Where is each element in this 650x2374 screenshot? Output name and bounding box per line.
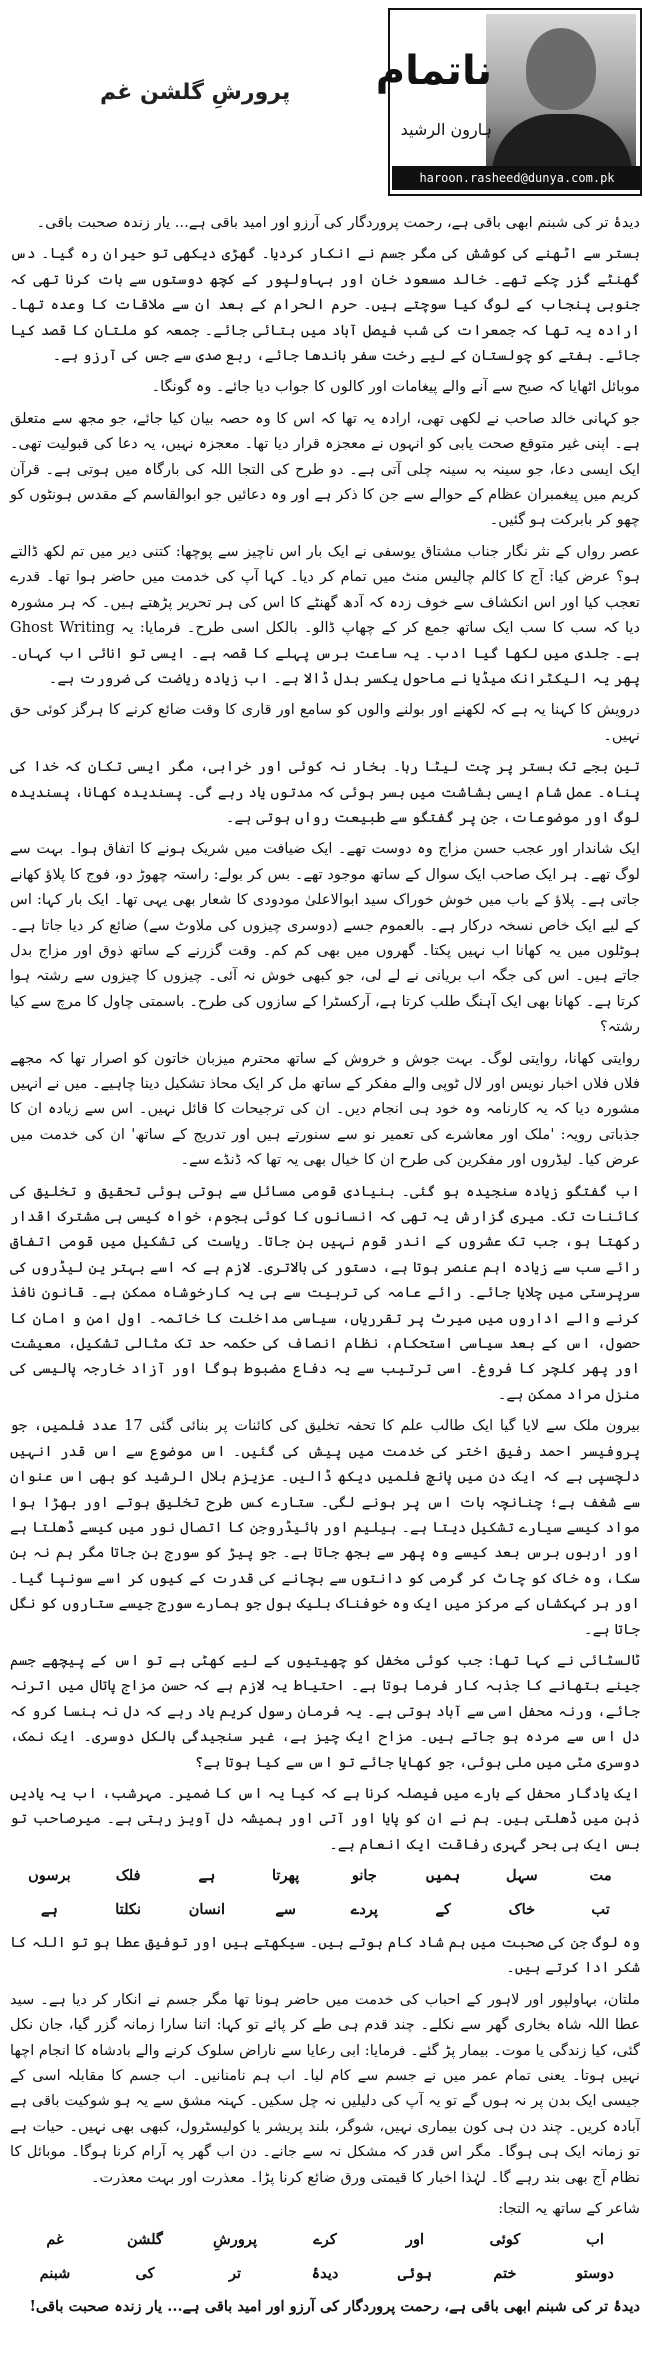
paragraph: موبائل اٹھایا کہ صبح سے آنے والے پیغامات اور کالوں کا جواب دیا جائے۔ وہ گونگا۔ (151, 378, 640, 396)
verse-word: کرے (313, 2231, 337, 2249)
verse-word: خاک (508, 1900, 536, 1918)
paragraph: دیدۂ تر کی شبنم ابھی باقی ہے، رحمت پروردگار کی آرزو اور امید باقی ہے... یار زندہ صحبت باقی۔ (36, 214, 640, 231)
article-title: پرورشِ گلشن غم (100, 80, 291, 105)
paragraph: ایک یادگار محفل کے بارے میں فیصلہ کرنا ہے کہ کیا یہ اس کا ضمیر۔ مہرشب، اب یہ یادیں ذہن میں ڈھلتی ہیں۔ ہم نے ان کو پایا اور آتی اور ہمیشہ دل آویز رہتی ہے۔ میرصاحب تو بس ایک ہی بحر گہری رفاقت ایک انعام ہے۔ (10, 1784, 640, 1853)
verse-word: کوئی (489, 2231, 521, 2249)
verse-word: ہے (198, 1867, 216, 1885)
paragraph: تین بجے تک بستر پر چت لیٹا رہا۔ بخار نہ کوئی اور خرابی، مگر ایسی تکان کہ خدا کی پناہ۔ عمل شام ایسی بشاشت میں بسر ہوئی کہ مدتوں یاد رہے گی۔ پسندیدہ کھانا، پسندیدہ لوگ اور موضوعات، جن پر گفتگو سے طبیعت رواں ہوتی ہے۔ (10, 758, 640, 826)
paragraph: بستر سے اٹھنے کی کوشش کی مگر جسم نے انکار کردیا۔ گھڑی دیکھی تو حیران رہ گیا۔ دس گھنٹے گزر چکے تھے۔ خالد مسعود خان اور بہاولپور کے کچھ دوستوں سے بات کرنا تھی کہ جنوبی پنجاب کے لوگ کیا سوچتے ہیں۔ حرم الحرام کے بعد ان سے ملاقات کا وعدہ تھا۔ ارادہ یہ تھا کہ جمعرات کی شب فیصل آباد میں بتائی جائے۔ جمعہ کو ملتان کا قصد کیا جائے۔ ہفتے کو چولستان کے لیے رخت سفر باندھا جائے، ربع صدی سے جس کی آرزو ہے۔ (10, 245, 640, 365)
article-body (10, 210, 640, 2326)
verse-line (10, 2261, 640, 2286)
closing-line: دیدۂ تر کی شبنم ابھی باقی ہے، رحمت پروردگار کی آرزو اور امید باقی ہے... یار زندہ صحبت باقی! (29, 2298, 640, 2316)
paragraph: وہ لوگ جن کی صحبت میں ہم شاد کام ہوتے ہیں۔ سیکھتے ہیں اور توفیق عطا ہو تو اللہ کا شکر ادا کرتے ہیں۔ (10, 1934, 640, 1977)
verse-line (10, 1897, 640, 1922)
verse-word: ہمیں (426, 1867, 461, 1885)
verse-word: پرورشِ (212, 2231, 258, 2249)
verse-word: انسان (188, 1900, 226, 1918)
paragraph: ٹالسٹائی نے کہا تھا: جب کوئی مخفل کو چھیتیوں کے لیے کھٹی ہے تو اس کے پیچھے جسم جینے بتھانے کا جذبہ کار فرما ہوتا ہے۔ احتیاط یہ لازم ہے کہ حسن مزاج پاتال میں اترنہ جائے، ورنہ محفل اسی سے آباد ہوتی ہے۔ یہ فرمان رسول کریم یاد رہے کہ دل نہ ہنسا کرو کہ دل اس سے مردہ ہو جاتے ہیں۔ مزاح ایک چیز ہے، غیر سنجیدگی بالکل دوسری۔ ایک نمک، دوسری مٹی میں ملی ہوئی، جو کھایا جائے تو اس سے کیا ہوتا ہے؟ (10, 1651, 640, 1771)
verse-word: سے (275, 1900, 297, 1918)
paragraph: بیرون ملک سے لایا گیا ایک طالب علم کا تحفہ تخلیق کی کائنات پر بنائی گئی 17 عدد فلمیں، جو پروفیسر احمد رفیق اختر کی خدمت میں پیش کی گئیں۔ اس موضوع سے اس قدر انہیں دلچسپی ہے کہ ایک دن میں پانچ فلمیں دیکھ ڈالیں۔ عزیزم بلال الرشید کو بھی اس عنوان سے شغف ہے؛ چنانچہ بات اس پر ہونے لگی۔ ستارے کس طرح تخلیق ہوتے اور بھڑا ہوا مواد کیسے سیارے تشکیل دیتا ہے۔ ہیلیم اور ہائیڈروجن کا اتصال نور میں کیسے ڈھلتا ہے اور اربوں برس بعد کیسے وہ پھر سے بجھ جاتا ہے۔ جو پیڑ کو سورج بن جاتا مگر ہم نہ بن سکا، وہ خاک کو چاٹ کر گرمی کو دانتوں سے بچانے کی قدرت کے کیوں کر اسے سونپا گیا۔ اور ہر کہکشاں کے مرکز میں ایک وہ خوفناک بلیک ہول جو ہمارے سورج جیسے ستاروں کو نگل جاتا ہے۔ (10, 1417, 640, 1638)
verse-word: اور (405, 2231, 425, 2249)
author-email: haroon.rasheed@dunya.com.pk (392, 166, 642, 190)
verse-word: برسوں (28, 1867, 71, 1885)
verse-word: کے (435, 1900, 451, 1918)
author-name: ہارون الرشید (400, 120, 492, 139)
verse-word: تر (228, 2264, 242, 2282)
verse-line (10, 2227, 640, 2252)
verse-word: ہوئی (397, 2264, 433, 2282)
paragraph: جو کہانی خالد صاحب نے لکھی تھی، ارادہ یہ تھا کہ اس کا وہ حصہ بیان کیا جائے، جو مجھ سے متعلق ہے۔ اپنی غیر متوقع صحت یابی کو انہوں نے معجزہ قرار دیا تھا۔ معجزہ نہیں، یہ دعا کی قبولیت تھی۔ ایک ایسی دعا، جو سینہ بہ سینہ چلی آتی ہے۔ دو طرح کی التجا اللہ کی بارگاہ میں ہوتی ہے۔ قرآن کریم میں پیغمبران عظام کے حوالے سے جن کا ذکر ہے اور وہ دعائیں جو ابوالقاسم کے مقدس ہونٹوں کو چھو کر بابرکت ہو گئیں۔ (10, 409, 640, 529)
verse-word: مت (589, 1867, 612, 1885)
verse-word: دوستو (576, 2264, 614, 2282)
verse-word: تب (591, 1900, 610, 1918)
verse-word: گلشن (127, 2231, 163, 2249)
verse-word: اب (586, 2231, 604, 2249)
verse-word: غم (46, 2231, 64, 2249)
paragraph: درویش کا کہنا یہ ہے کہ لکھنے اور بولنے والوں کو سامع اور قاری کا وقت ضائع کرنے کا ہرگز کوئی حق نہیں۔ (10, 701, 640, 744)
paragraph: ملتان، بہاولپور اور لاہور کے احباب کی خدمت میں حاضر ہونا تھا مگر جسم نے انکار کر دیا ہے۔ سید عطا اللہ شاہ بخاری گھر سے نکلے۔ چند قدم ہی طے کر پائے تو کہا: اتنا سارا زمانہ گزر گیا، جان نکل گئی، کیا زندگی یا موت۔ بیمار پڑ گئے۔ فرمایا: ابی رعایا سے ناراض سلوک کرنے والے بادشاہ کا انجام اچھا نہیں ہوتا۔ یعنی تمام عمر میں نے جسم سے کام لیا۔ اب ہم نامنانیں۔ اب جسم کا مقابلہ اسی کے جیسی ایک بدن پر نہ ہوں گے تو یہ آپ کی دلیلیں نہ چل سکیں۔ کہنہ مشق سے یہ ہو شوکیت باقی ہے آبادہ کریں۔ چند دن ہی کون بیماری نہیں، شوگر، بلند پریشر یا کولیسٹرول، کبھی بھی نہیں۔ حیات ہے تو زمانہ ایک ہی ہوگا۔ مگر اس قدر کہ مشکل نہ سے جانے۔ دن اب گھر پہ آرام کرنا ہوگا۔ موبائل کا نظام آج بھی بند رہے گا۔ لہٰذا اخبار کا قیمتی ورق ضائع کرنا پڑا۔ معذرت اور بہت معذرت۔ (10, 1990, 640, 2186)
paragraph: روایتی کھانا، روایتی لوگ۔ بہت جوش و خروش کے ساتھ محترم میزبان خاتون کو اصرار تھا کہ مجھے فلاں فلاں اخبار نویس اور لال ٹوپی والے مفکر کے ساتھ مل کر ایک محاذ تشکیل دینا چاہیے۔ میں نے انہیں مشورہ دیا کہ یہ کارنامہ وہ خود ہی انجام دیں۔ ان کی ترجیحات کا قائل نہیں۔ اس سے زیادہ ان کا جذباتی رویہ: 'ملک اور معاشرے کی تعمیر نو سے سنورتے ہیں اور تدریج کے ساتھ' ان کی خدمت میں عرض کیا۔ لیڈروں اور مفکرین کی طرح ان کا خیال بھی یہ تھا کہ ڈنڈے سے۔ (10, 1049, 640, 1169)
author-photo-head (526, 28, 596, 110)
verse-word: فلک (115, 1867, 141, 1885)
verse-word: ختم (493, 2264, 517, 2282)
paragraph: ایک شاندار اور عجب حسن مزاج وہ دوست تھے۔ ایک ضیافت میں شریک ہونے کا اتفاق ہوا۔ بہت سے لوگ تھے۔ ہر ایک صاحب ایک سوال کے ساتھ موجود تھے۔ بس کر بولے: راستہ چھوڑ دو، فوج کا پلاؤ کھانے جاتی ہے۔ پلاؤ کے باب میں خوش خوراک سید ابوالاعلیٰ مودودی کا شعار بھی یہی تھا۔ ایک بار کہا: اس کے لیے ایک خاص نسخہ درکار ہے۔ بالعموم جسے (دوسری چیزوں کی ملاوٹ سے) ضائع کر دیا جاتا ہے۔ ہوٹلوں میں یہ کھانا اب نہیں پکتا۔ گھروں میں بھی کم کم۔ وقت گزرنے کے ساتھ ذوق اور مزاج بدل جاتے ہیں۔ اس کی جگہ اب بریانی نے لے لی، جو کبھی خوش نہ آئی۔ چیزوں کا چیزوں سے رشتہ ہوا کرتا ہے۔ کھانا بھی ایک آہنگ طلب کرتا ہے، آرکسٹرا کے سازوں کی طرح۔ باسمتی چاول کا مرچ سے کیا رشتہ؟ (10, 840, 640, 1036)
verse-word: پھرتا (271, 1867, 300, 1885)
verse-word: جانو (351, 1867, 377, 1885)
verse-line (10, 1863, 640, 1888)
column-name: ناتمام (375, 48, 492, 94)
verse-word: شبنم (39, 2264, 71, 2282)
paragraph: اب گفتگو زیادہ سنجیدہ ہو گئی۔ بنیادی قومی مسائل سے ہوتی ہوئی تحقیق و تخلیق کی کائنات تک۔ میری گزارش یہ تھی کہ انسانوں کا کوئی ہجوم، خواہ کیسی ہی مشترک اقدار رکھتا ہو، جب تک عشروں کے اندر قوم نہیں بن جاتا۔ ریاست کی تشکیل میں قومی اتفاق رائے سب سے زیادہ اہم عنصر ہوتا ہے، دستور کی بالاتری۔ لازم ہے کہ اسے بہتر ین لیڈروں کی سرپرستی میں چلایا جائے۔ رائے عامہ کی تربیت سے ہی یہ کارخوشاہ ممکن ہے۔ قانون نافذ کرنے والے اداروں میں میرٹ پر تقرریاں، سیاسی مداخلت کا خاتمہ۔ اول امن و امان کا حصول، اس کے بعد سیاسی استحکام، نظام انصاف کی حکمہ حد تک مثالی تشکیل، معیشت اور پھر کلچر کا فروغ۔ اسی ترتیب سے یہ دفاع مضبوط ہوگا اور آزاد خارجہ پالیسی کی منزل مراد ممکن ہے۔ (10, 1182, 640, 1403)
column-header (0, 0, 650, 200)
verse-word: دیدۂ (311, 2264, 339, 2282)
paragraph: شاعر کے ساتھ یہ التجا: (498, 2200, 640, 2218)
paragraph: عصر رواں کے نثر نگار جناب مشتاق یوسفی نے ایک بار اس ناچیز سے پوچھا: کتنی دیر میں تم لکھ ڈالتے ہو؟ عرض کیا: آج کا کالم چالیس منٹ میں تمام کر دیا۔ کہا آپ کی خدمت میں حاضر ہوا تھا۔ قدرے تعجب کیا اور اس انکشاف سے خوف زدہ کہ آدھ گھنٹے کا اس کی ہر تحریر پڑھتے ہیں۔ کہ ہر مشورہ دیا کہ سب کا سب ایک ساتھ جمع کر کے چھاپ ڈالو۔ بالکل اسی طرح۔ فرمایا: یہ Ghost Writing ہے۔ جلدی میں لکھا گیا ادب۔ یہ ساعت برس پہلے کا قصہ ہے۔ ایسی تو انائی اب کہاں۔ پھر یہ الیکٹرانک میڈیا نے ماحول یکسر بدل ڈالا ہے۔ اب زیادہ ریاضت کی ضرورت ہے۔ (10, 542, 640, 687)
verse-word: پردے (350, 1900, 378, 1918)
verse-word: کی (135, 2264, 155, 2282)
verse-word: ہے (40, 1900, 58, 1918)
author-photo (486, 14, 636, 190)
verse-word: سہل (505, 1867, 538, 1885)
verse-word: نکلتا (115, 1900, 142, 1918)
